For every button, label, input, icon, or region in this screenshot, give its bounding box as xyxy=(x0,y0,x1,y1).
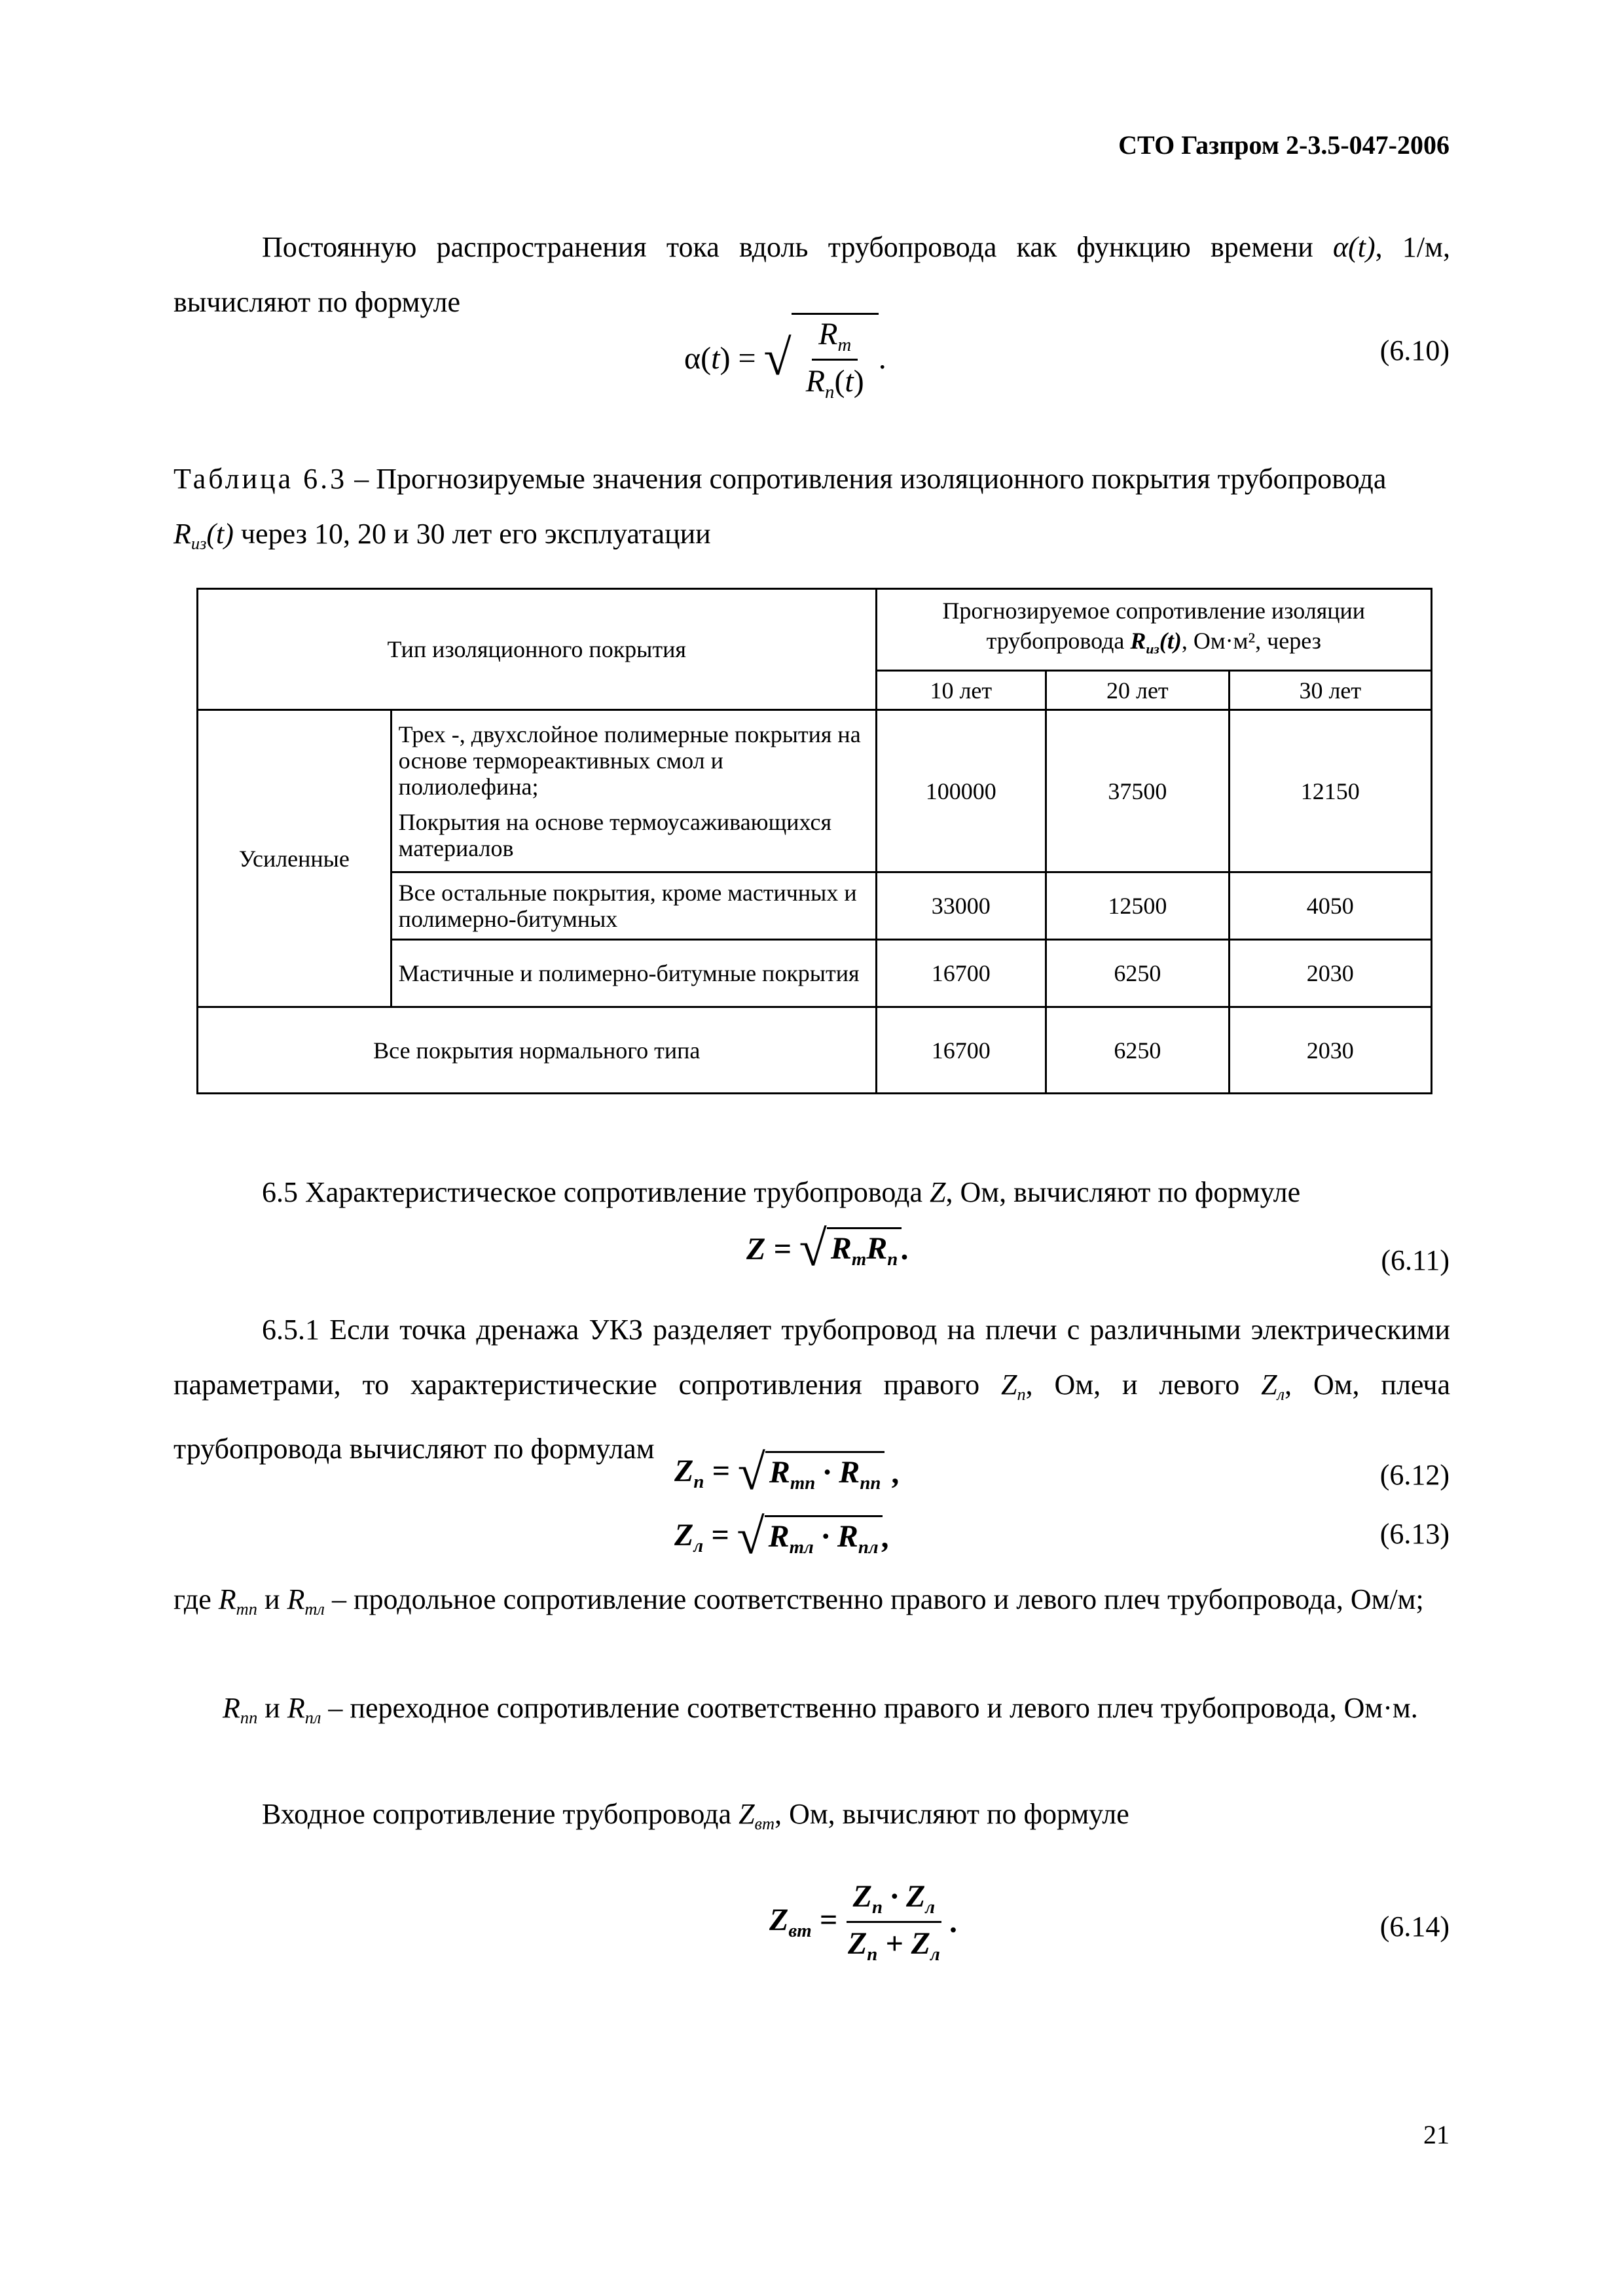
value-10: 16700 xyxy=(876,1007,1046,1094)
value-20: 37500 xyxy=(1046,710,1229,872)
where-longitudinal-text: – продольное сопротивление соответственно правого и левого плеч трубопровода, Ом/м; xyxy=(324,1583,1424,1615)
equation-number-6-10: (6.10) xyxy=(1379,334,1450,367)
where-lead: где xyxy=(173,1583,219,1615)
header-r-symbol: R xyxy=(1130,627,1146,654)
table-caption-tail: через 10, 20 и 30 лет его эксплуатации xyxy=(233,518,711,550)
r-tl-sub: тл xyxy=(304,1599,325,1619)
r-iz-subscript: из xyxy=(191,533,207,554)
insulation-resistance-table xyxy=(196,588,1432,1094)
formula-6-10: α(t) = √ $\frac{R_т}{R_п(t)}$ . xyxy=(684,313,886,403)
table-row xyxy=(198,710,1432,872)
header-forecast-resistance xyxy=(876,589,1432,671)
section-6-5-tail: , Ом, вычисляют по формуле xyxy=(945,1176,1301,1208)
section-6-5 xyxy=(173,1165,1450,1220)
coating-description xyxy=(391,710,876,872)
r-pl-symbol: R xyxy=(287,1692,305,1724)
z-right-sub: п xyxy=(1017,1384,1026,1405)
z-vt-sub: вт xyxy=(754,1814,775,1834)
r-pp-sub: пп xyxy=(240,1708,258,1728)
value-10: 33000 xyxy=(876,872,1046,940)
header-forecast-text: Прогнозируемое сопротивление изоляции трубопровода xyxy=(942,597,1366,654)
and-text: и xyxy=(257,1692,287,1724)
header-coating-type: Тип изоляционного покрытия xyxy=(198,589,877,710)
section-6-5-1-mid: , Ом, и левого xyxy=(1025,1369,1262,1401)
z-left-symbol: Z xyxy=(1261,1369,1277,1401)
z-left-sub: л xyxy=(1277,1384,1285,1405)
table-header-row xyxy=(198,589,1432,671)
formula-6-12: $Z_п$ = √ $R_{тп} \cdot R_{пп}$ , xyxy=(674,1444,901,1500)
r-tp-sub: тп xyxy=(236,1599,257,1619)
value-20: 6250 xyxy=(1046,940,1229,1007)
equation-number-6-13: (6.13) xyxy=(1379,1518,1450,1550)
table-caption-label: Таблица 6.3 xyxy=(173,463,348,495)
formula-6-13: $Z_л$ = √ $R_{тл} \cdot R_{пл}$ , xyxy=(674,1509,890,1564)
value-30: 12150 xyxy=(1229,710,1431,872)
r-iz-symbol: R xyxy=(173,518,191,550)
r-tl-symbol: R xyxy=(287,1583,305,1615)
table-caption xyxy=(173,452,1450,571)
normal-coatings-label: Все покрытия нормального типа xyxy=(198,1007,877,1094)
section-6-5-1-tail: , Ом, плеча трубопровода вычисляют по формулам xyxy=(173,1369,1450,1465)
equation-number-6-14: (6.14) xyxy=(1379,1910,1450,1943)
z-vt-symbol: Z xyxy=(739,1798,755,1830)
value-30: 2030 xyxy=(1229,1007,1431,1094)
value-20: 12500 xyxy=(1046,872,1229,940)
group-label-reinforced: Усиленные xyxy=(198,710,392,1007)
document-id: СТО Газпром 2-3.5-047-2006 xyxy=(1118,130,1450,160)
r-pp-symbol: R xyxy=(223,1692,240,1724)
section-6-5-text: 6.5 Характеристическое сопротивление трубопровода xyxy=(262,1176,930,1208)
and-text: и xyxy=(257,1583,287,1615)
coating-description-a: Трех -, двухслойное полимерные покрытия на основе термореактивных смол и полиолефина; xyxy=(398,721,861,800)
where-transitional-text: – переходное сопротивление соответственно правого и левого плеч трубопровода, Ом·м. xyxy=(321,1692,1418,1724)
year-30: 30 лет xyxy=(1229,671,1431,710)
table-row-normal xyxy=(198,1007,1432,1094)
header-r-sub: из xyxy=(1146,641,1159,657)
value-10: 16700 xyxy=(876,940,1046,1007)
intro-text-tail: , 1/м, вычисляют по формуле xyxy=(173,231,1450,318)
where-longitudinal xyxy=(173,1572,1450,1636)
value-30: 4050 xyxy=(1229,872,1431,940)
value-30: 2030 xyxy=(1229,940,1431,1007)
input-resistance-tail: , Ом, вычисляют по формуле xyxy=(775,1798,1129,1830)
coating-description: Все остальные покрытия, кроме мастичных и полимерно-битумных xyxy=(391,872,876,940)
z-right-symbol: Z xyxy=(1000,1369,1017,1401)
equation-number-6-11: (6.11) xyxy=(1381,1244,1450,1276)
coating-description: Мастичные и полимерно-битумные покрытия xyxy=(391,940,876,1007)
header-unit-text: , Ом·м², через xyxy=(1181,627,1321,654)
equation-number-6-12: (6.12) xyxy=(1379,1459,1450,1491)
intro-text: Постоянную распространения тока вдоль трубопровода как функцию времени xyxy=(262,231,1334,263)
value-10: 100000 xyxy=(876,710,1046,872)
formula-6-14: $Z_{вт}$ = $\frac{Z_п \cdot Z_л}{Z_п + Z_л}$ . xyxy=(769,1879,958,1965)
year-20: 20 лет xyxy=(1046,671,1229,710)
header-r-arg: (t) xyxy=(1159,627,1182,654)
where-transitional xyxy=(173,1681,1450,1745)
value-20: 6250 xyxy=(1046,1007,1229,1094)
year-10: 10 лет xyxy=(876,671,1046,710)
z-symbol: Z xyxy=(929,1176,946,1208)
coating-description-b: Покрытия на основе термоусаживающихся материалов xyxy=(398,808,832,861)
input-resistance-paragraph xyxy=(173,1787,1450,1851)
section-6-5-1-text: 6.5.1 Если точка дренажа УКЗ разделяет трубопровод на плечи с различными электрическими параметрами, то характеристические сопротивления правого xyxy=(173,1314,1450,1401)
page-number: 21 xyxy=(1423,2120,1450,2149)
formula-6-11: Z = √ $R_тR_п$ . xyxy=(746,1221,910,1276)
alpha-symbol: α(t) xyxy=(1333,231,1376,263)
table-caption-text: – Прогнозируемые значения сопротивления изоляционного покрытия трубопровода xyxy=(347,463,1387,495)
input-resistance-text: Входное сопротивление трубопровода xyxy=(262,1798,739,1830)
r-tp-symbol: R xyxy=(218,1583,236,1615)
r-pl-sub: пл xyxy=(304,1708,321,1728)
r-iz-argument: (t) xyxy=(206,518,234,550)
